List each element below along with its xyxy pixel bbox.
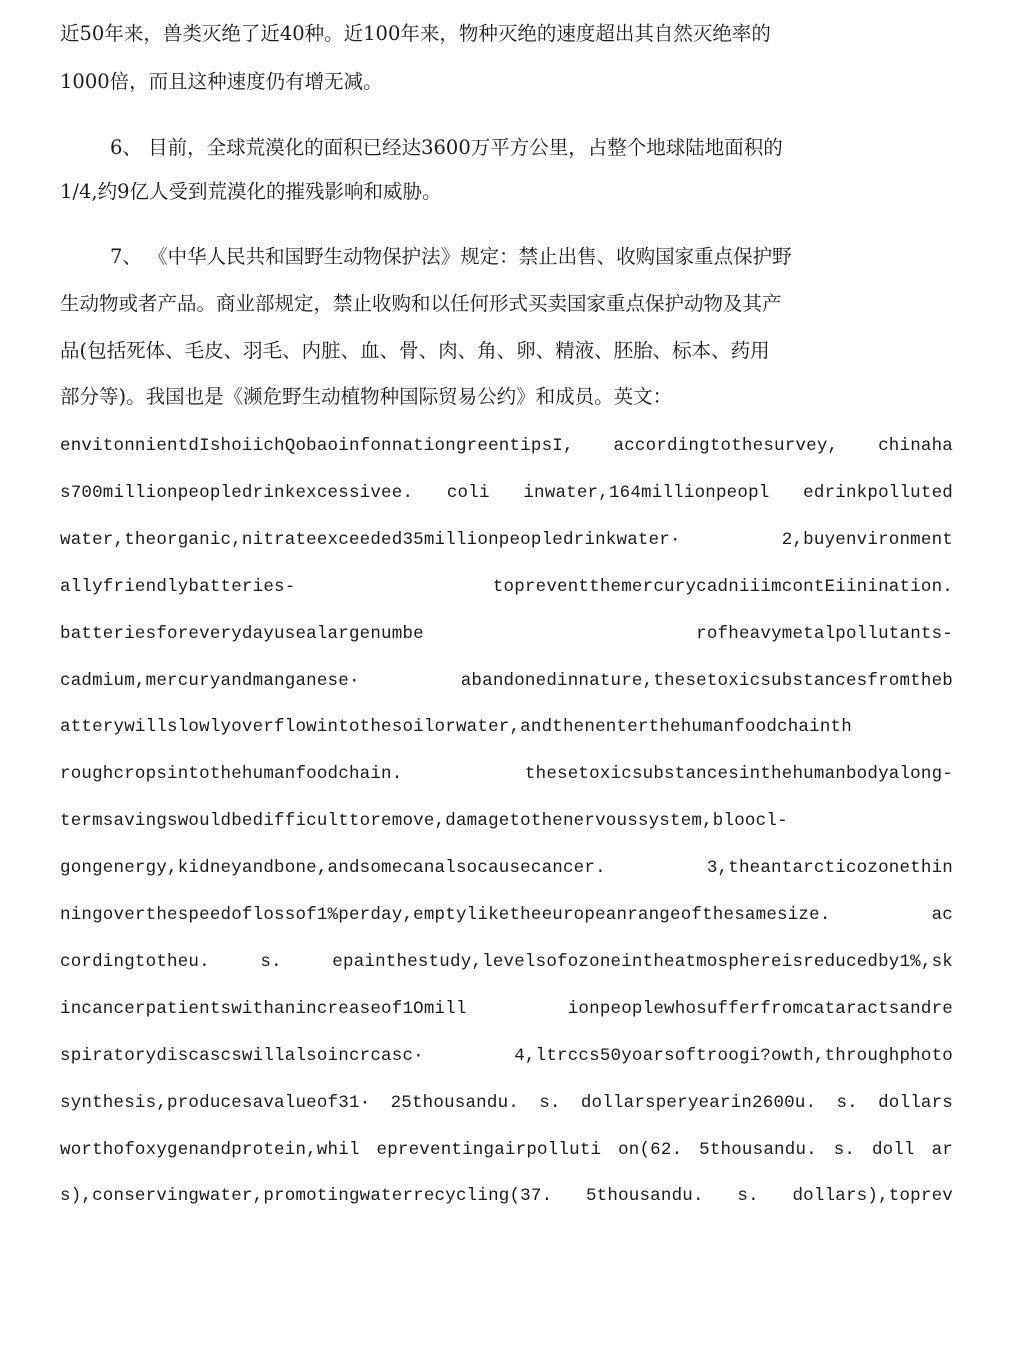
english-text-line: water,theorganic,nitrateexceeded35millionpeopledrinkwater· 2,buyenvironment — [60, 530, 953, 550]
english-text-line: s700millionpeopledrinkexcessivee. coli inwater,164millionpeopl edrinkpolluted — [60, 483, 953, 503]
text-line: 部分等)。我国也是《濒危野生动植物种国际贸易公约》和成员。英文： — [60, 385, 673, 408]
english-text-line: cadmium,mercuryandmanganese· abandonedinnature,thesetoxicsubstancesfromtheb — [60, 671, 953, 691]
english-text-line: roughcropsintothehumanfoodchain. thesetoxicsubstancesinthehumanbodyalong- — [60, 764, 953, 784]
english-text-line: envitonnientdIshoiichQobaoinfonnationgreentipsI, accordingtothesurvey, chinaha — [60, 436, 953, 456]
text-line: 品(包括死体、毛皮、羽毛、内脏、血、骨、肉、角、卵、精液、胚胎、标本、药用 — [60, 339, 770, 362]
english-text-line: atterywillslowlyoverflowintothesoilorwater,andthenenterthehumanfoodchainth — [60, 717, 852, 737]
english-text-line: synthesis,producesavalueof31· 25thousandu. s. dollarsperyearin2600u. s. dollars — [60, 1093, 953, 1113]
english-text-line: s),conservingwater,promotingwaterrecycling(37. 5thousandu. s. dollars),toprev — [60, 1186, 953, 1206]
english-text-line: cordingtotheu. s. epainthestudy,levelsofozoneintheatmosphereisreducedby1%,sk — [60, 952, 953, 972]
english-text-line: batteriesforeverydayusealargenumbe rofheavymetalpollutants- — [60, 624, 953, 644]
english-text-line: incancerpatientswithanincreaseof1Omill ionpeoplewhosufferfromcataractsandre — [60, 999, 953, 1019]
paragraph-6-first-line: 6、 目前，全球荒漠化的面积已经达3600万平方公里，占整个地球陆地面积的 — [110, 136, 783, 159]
text-line: 1/4,约9亿人受到荒漠化的摧残影响和威胁。 — [60, 180, 442, 203]
english-text-line: spiratorydiscascswillalsoincrcasc· 4,ltrccs50yoarsoftroogi?owth,throughphoto — [60, 1046, 953, 1066]
text-line: 近50年来，兽类灭绝了近40种。近100年来，物种灭绝的速度超出其自然灭绝率的 — [60, 22, 771, 45]
english-text-line: allyfriendlybatteries- topreventthemercurycadniiimcontEiinination. — [60, 577, 953, 597]
text-line: 1000倍，而且这种速度仍有增无减。 — [60, 70, 383, 93]
english-text-line: worthofoxygenandprotein,whil epreventingairpolluti on(62. 5thousandu. s. doll ar — [60, 1140, 953, 1160]
english-text-line: termsavingswouldbedifficulttoremove,damagetothenervoussystem,bloocl- — [60, 811, 788, 831]
paragraph-7-first-line: 7、 《中华人民共和国野生动物保护法》规定：禁止出售、收购国家重点保护野 — [110, 245, 792, 268]
english-text-line: ningoverthespeedoflossof1%perday,emptyliketheeuropeanrangeofthesamesize. ac — [60, 905, 953, 925]
english-text-line: gongenergy,kidneyandbone,andsomecanalsocausecancer. 3,theantarcticozonethin — [60, 858, 953, 878]
text-line: 生动物或者产品。商业部规定，禁止收购和以任何形式买卖国家重点保护动物及其产 — [60, 292, 782, 315]
